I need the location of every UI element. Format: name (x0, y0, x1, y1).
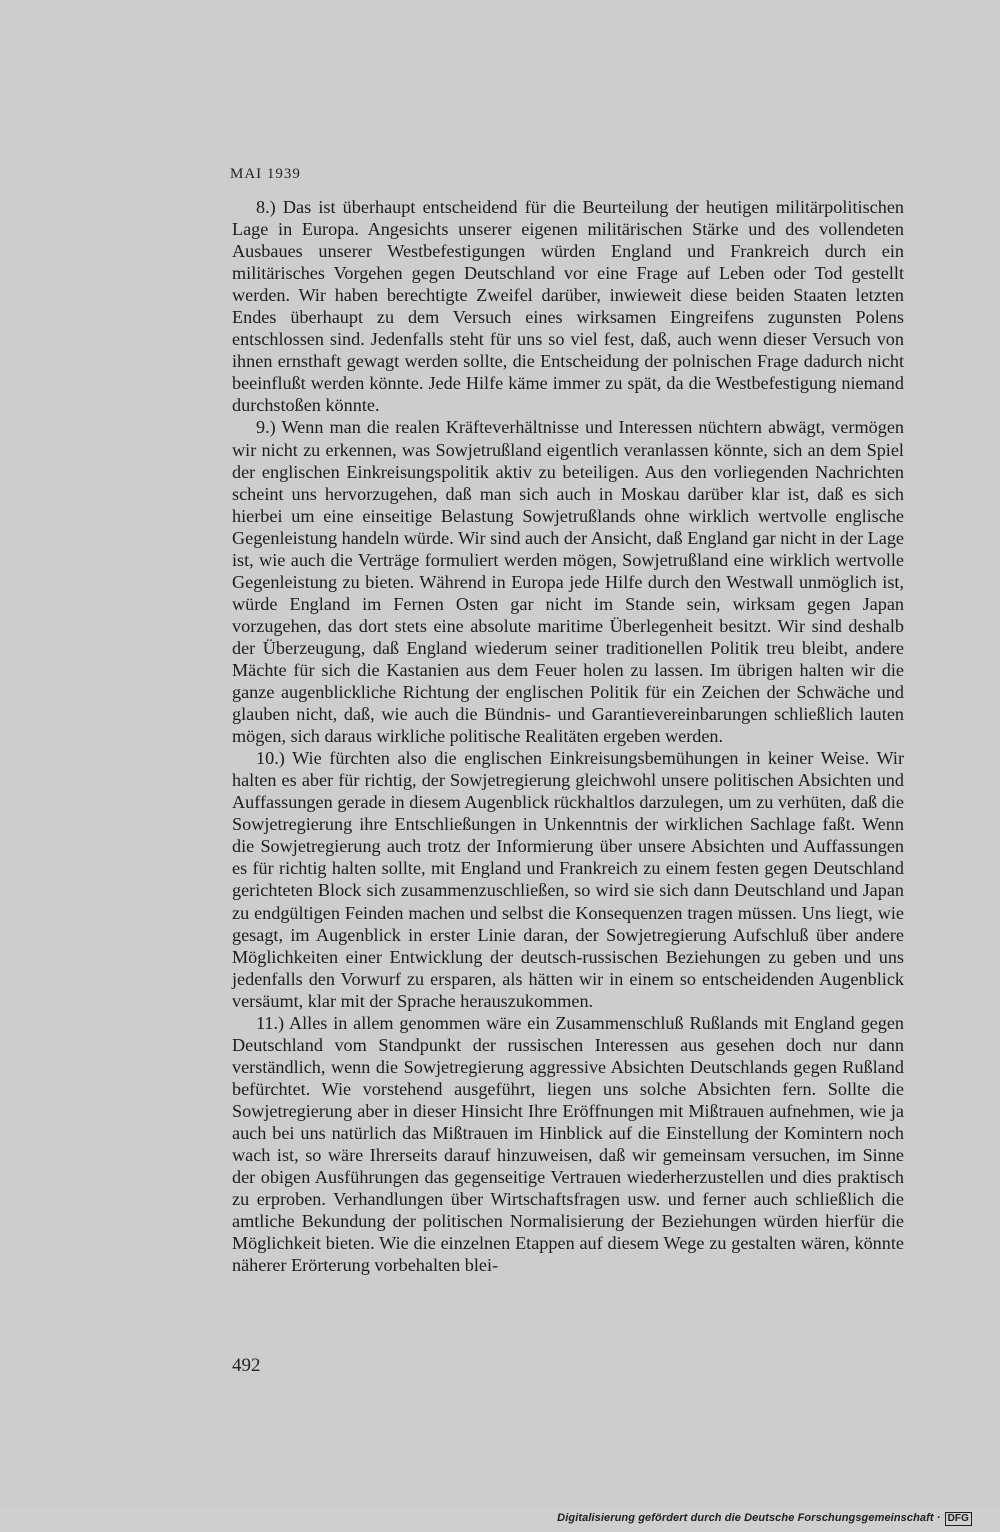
digitization-credit (557, 1512, 972, 1526)
page-number: 492 (232, 1355, 261, 1376)
dfg-logo: DFG (945, 1512, 972, 1526)
paragraph-10: 10.) Wie fürchten also die englischen Einkreisungsbemühungen in keiner Weise. Wir halten es aber für richtig, der Sowjetregierung gleichwohl unsere politischen Absichten und Auffassungen gerade in diesem Augenblick rückhaltlos darzulegen, um zu verhüten, daß die Sowjetregierung ihre Entschließungen in Unkenntnis der wirklichen Sachlage faßt. Wenn die Sowjetregierung auch trotz der Informierung über unsere Absichten und Auffassungen es für richtig halten sollte, mit England und Frankreich zu einem festen gegen Deutschland gerichteten Block sich zusammenzuschließen, so wird sie sich dann Deutschland und Japan zu endgültigen Feinden machen und selbst die Konsequenzen tragen müssen. Uns liegt, wie gesagt, im Augenblick in erster Linie daran, der Sowjetregierung Aufschluß über andere Möglichkeiten einer Entwicklung der deutsch-russischen Beziehungen zu geben und uns jedenfalls den Vorwurf zu ersparen, als hätten wir in einem so entscheidenden Augenblick versäumt, klar mit der Sprache herauszukommen. (232, 748, 904, 1011)
paragraph-8: 8.) Das ist überhaupt entscheidend für die Beurteilung der heutigen militärpolitischen Lage in Europa. Angesichts unserer eigenen militärischen Stärke und des vollendeten Ausbaues unserer Westbefestigungen würden England und Frankreich durch ein militärisches Vorgehen gegen Deutschland vor eine Frage auf Leben oder Tod gestellt werden. Wir haben berechtigte Zweifel darüber, inwieweit diese beiden Staaten letzten Endes überhaupt zu dem Versuch eines wirksamen Eingreifens zugunsten Polens entschlossen sind. Jedenfalls steht für uns so viel fest, daß, auch wenn dieser Versuch von ihnen ernsthaft gewagt werden sollte, die Entscheidung der polnischen Frage dadurch nicht beeinflußt werden könnte. Jede Hilfe käme immer zu spät, da die Westbefestigung niemand durchstoßen könnte. (232, 197, 904, 416)
running-head: MAI 1939 (230, 166, 301, 182)
paragraph-9: 9.) Wenn man die realen Kräfteverhältnisse und Interessen nüchtern abwägt, vermögen wir nicht zu erkennen, was Sowjetrußland eigentlich veranlassen könnte, sich an dem Spiel der englischen Einkreisungspolitik aktiv zu beteiligen. Aus den vorliegenden Nachrichten scheint uns hervorzugehen, daß man sich auch in Moskau darüber klar ist, daß es sich hierbei um eine einseitige Belastung Sowjetrußlands ohne wirklich wertvolle englische Gegenleistung handeln würde. Wir sind auch der Ansicht, daß England gar nicht in der Lage ist, wie auch die Verträge formuliert werden mögen, Sowjetrußland eine wirklich wertvolle Gegenleistung zu bieten. Während in Europa jede Hilfe durch den Westwall unmöglich ist, würde England im Fernen Osten gar nicht im Stande sein, wirksam gegen Japan vorzugehen, das dort stets eine absolute maritime Überlegenheit besitzt. Wir sind deshalb der Überzeugung, daß England wiederum seiner traditionellen Politik treu bleibt, andere Mächte für sich die Kastanien aus dem Feuer holen zu lassen. Im übrigen halten wir die ganze augenblickliche Richtung der englischen Politik für ein Zeichen der Schwäche und glauben nicht, daß, wie auch die Bündnis- und Garantievereinbarungen schließlich lauten mögen, sich daraus wirkliche politische Realitäten ergeben werden. (232, 417, 904, 747)
credit-text: Digitalisierung gefördert durch die Deutsche Forschungsgemeinschaft · (557, 1512, 941, 1524)
paragraph-11: 11.) Alles in allem genommen wäre ein Zusammenschluß Rußlands mit England gegen Deutschland vom Standpunkt der russischen Interessen aus gesehen doch nur dann verständlich, wenn die Sowjetregierung aggressive Absichten Deutschlands gegen Rußland befürchtet. Wie vorstehend ausgeführt, liegen uns solche Absichten fern. Sollte die Sowjetregierung aber in dieser Hinsicht Ihre Eröffnungen mit Mißtrauen aufnehmen, wie ja auch bei uns natürlich das Mißtrauen im Hinblick auf die Einstellung der Komintern noch wach ist, so wäre Ihrerseits darauf hinzuweisen, daß wir gemeinsam versuchen, im Sinne der obigen Ausführungen das gegenseitige Vertrauen wiederherzustellen und dies praktisch zu erproben. Verhandlungen über Wirtschaftsfragen usw. und ferner auch schließlich die amtliche Bekundung der politischen Normalisierung der Beziehungen würden hierfür die Möglichkeit bieten. Wie die einzelnen Etappen auf diesem Wege zu gestalten wären, könnte näherer Erörterung vorbehalten blei- (232, 1012, 904, 1276)
body-text (232, 196, 904, 1276)
